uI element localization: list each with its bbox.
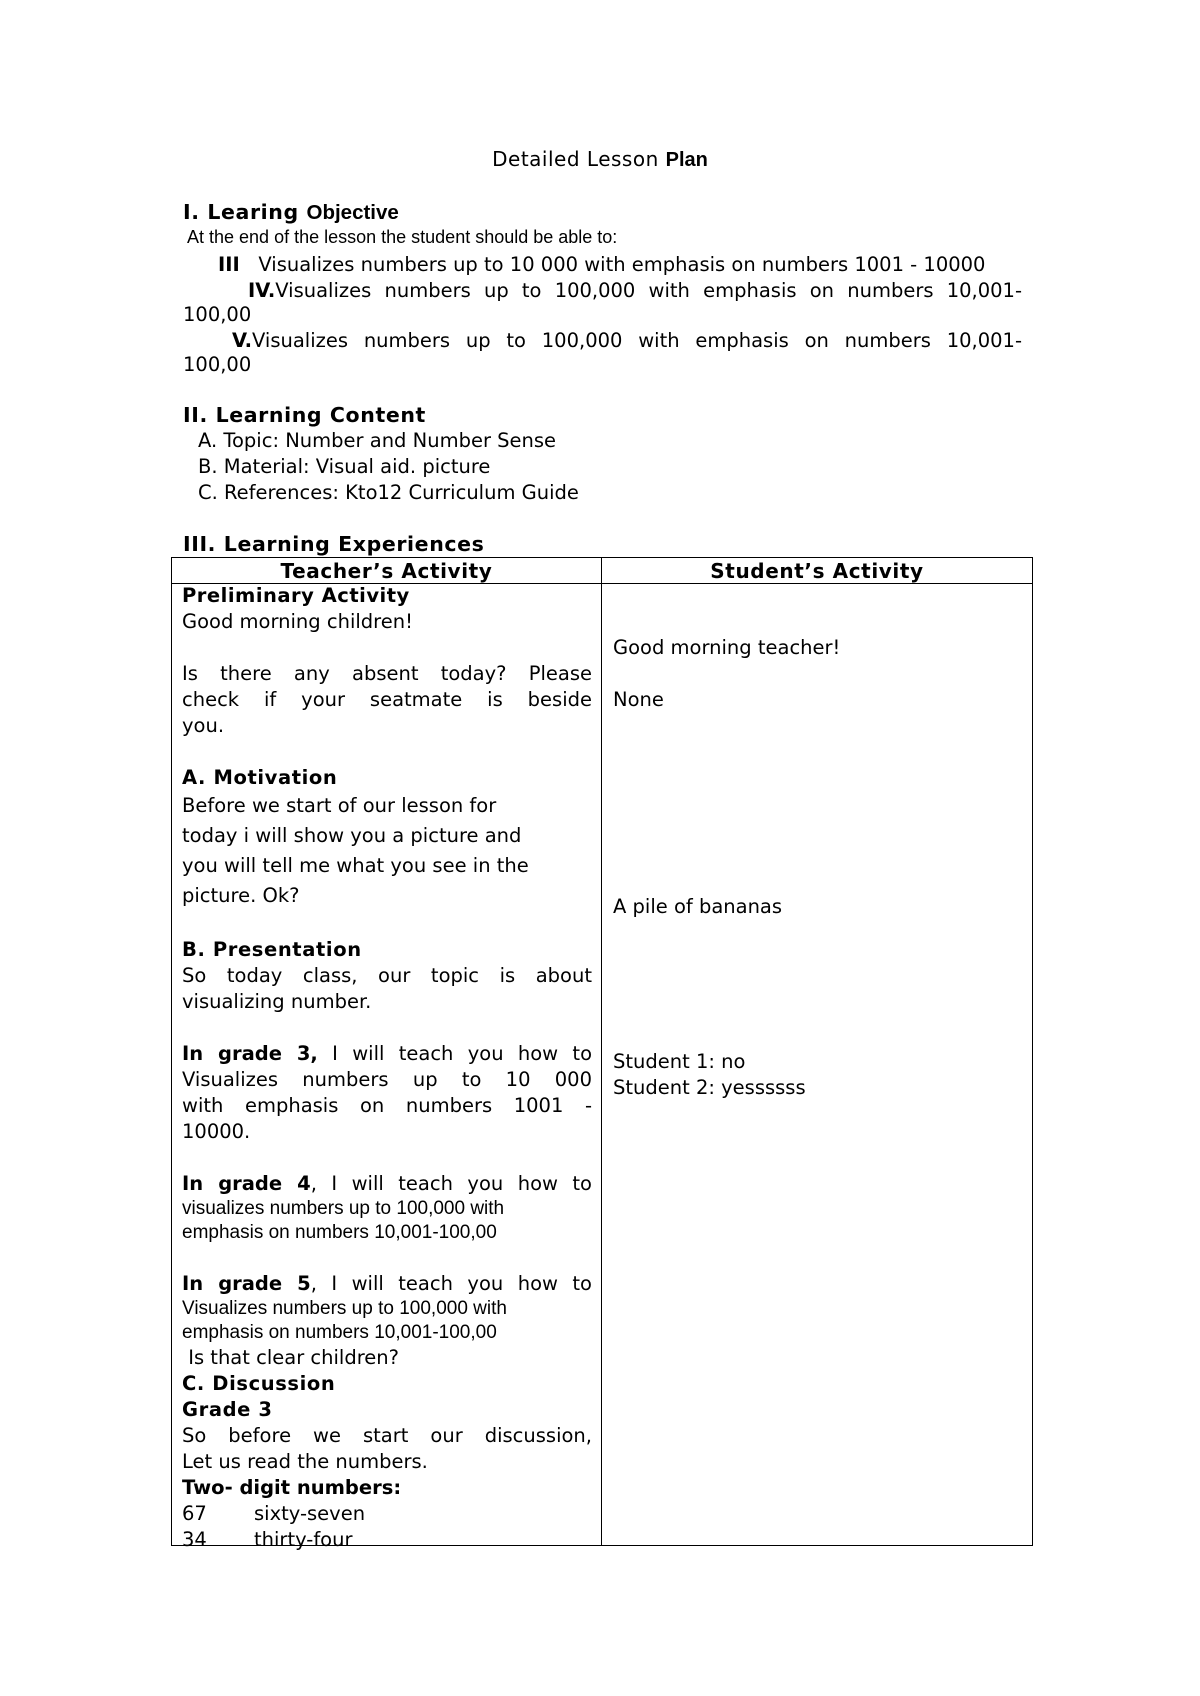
grade4-label: In grade 4	[182, 1172, 311, 1195]
content-material: B. Material: Visual aid. picture	[198, 455, 491, 478]
two-digit-heading: Two- digit numbers:	[182, 1476, 402, 1499]
discussion-line-1: So before we start our discussion,	[182, 1424, 592, 1447]
student-absent: None	[613, 688, 664, 711]
grade3-line-3: with emphasis on numbers 1001 -	[182, 1094, 592, 1117]
grade5-label: In grade 5	[182, 1272, 311, 1295]
presentation-heading: B. Presentation	[182, 938, 362, 961]
objective-intro: At the end of the lesson the student should be able to:	[187, 227, 618, 247]
student-answer-2: Student 2: yessssss	[613, 1076, 806, 1099]
prelim-heading: Preliminary Activity	[182, 584, 410, 607]
objective-heading	[183, 200, 399, 225]
clear-question: Is that clear children?	[182, 1346, 399, 1369]
title-plan: Plan	[665, 149, 708, 171]
grade4-line-2: visualizes numbers up to 100,000 with	[182, 1198, 505, 1219]
number-row	[182, 1501, 592, 1527]
absent-line-1: Is there any absent today? Please	[182, 662, 592, 685]
motivation-line-2: today i will show you a picture and	[182, 824, 522, 847]
number-word: thirty-four	[254, 1528, 353, 1551]
objective-marker: III	[218, 253, 240, 276]
content-heading: II. Learning Content	[183, 403, 426, 427]
motivation-line-3: you will tell me what you see in the	[182, 854, 529, 877]
presentation-line-1: So today class, our topic is about	[182, 964, 592, 987]
number-value: 67	[182, 1502, 207, 1525]
student-column-header: Student’s Activity	[710, 559, 924, 583]
presentation-line-2: visualizing number.	[182, 990, 372, 1013]
grade5-line-1	[182, 1271, 592, 1297]
grade5-line-3: emphasis on numbers 10,001-100,00	[182, 1322, 497, 1343]
teacher-column-header: Teacher’s Activity	[280, 559, 493, 583]
student-motivation: A pile of bananas	[613, 895, 783, 918]
objective-heading-num: I. Learing	[183, 200, 299, 224]
objective-text: Visualizes numbers up to 100,000 with emphasis on numbers 10,001-	[252, 329, 1022, 352]
teacher-greeting: Good morning children!	[182, 610, 413, 633]
objective-item-4	[248, 279, 1022, 302]
objective-text: Visualizes numbers up to 10 000 with emphasis on numbers 1001 - 10000	[258, 253, 986, 276]
absent-line-2: check if your seatmate is beside	[182, 688, 592, 711]
grade4-line-1	[182, 1171, 592, 1197]
objective-item-5	[232, 329, 1022, 352]
motivation-heading: A. Motivation	[182, 766, 338, 789]
activity-table	[171, 557, 1033, 1551]
grade3-heading: Grade 3	[182, 1398, 273, 1421]
student-greeting: Good morning teacher!	[613, 636, 841, 659]
grade3-line-1	[182, 1041, 592, 1067]
column-divider	[601, 558, 602, 1545]
objective-marker: IV.	[248, 279, 276, 302]
objective-marker: V.	[232, 329, 252, 352]
title-text: Detailed Lesson	[492, 147, 659, 171]
objective-heading-word: Objective	[306, 201, 399, 224]
motivation-line-1: Before we start of our lesson for	[182, 794, 497, 817]
experiences-heading: III. Learning Experiences	[183, 532, 485, 556]
grade3-line-4: 10000.	[182, 1120, 251, 1143]
grade4-text: , I will teach you how to	[310, 1172, 592, 1195]
absent-line-3: you.	[182, 714, 225, 737]
grade3-line-2: Visualizes numbers up to 10 000	[182, 1068, 592, 1091]
objective-text: Visualizes numbers up to 100,000 with emphasis on numbers 10,001-	[275, 279, 1022, 302]
discussion-line-2: Let us read the numbers.	[182, 1450, 428, 1473]
grade5-line-2: Visualizes numbers up to 100,000 with	[182, 1298, 507, 1319]
motivation-line-4: picture. Ok?	[182, 884, 300, 907]
objective-item-4-cont: 100,00	[183, 303, 252, 326]
discussion-heading: C. Discussion	[182, 1372, 336, 1395]
number-row	[182, 1527, 592, 1553]
teacher-activity-cell	[182, 583, 592, 1553]
number-value: 34	[182, 1528, 207, 1551]
student-answer-1: Student 1: no	[613, 1050, 746, 1073]
grade3-label: In grade 3,	[182, 1042, 318, 1065]
page-title	[0, 147, 1200, 172]
grade3-text: I will teach you how to	[317, 1042, 592, 1065]
grade5-text: , I will teach you how to	[310, 1272, 592, 1295]
content-references: C. References: Kto12 Curriculum Guide	[198, 481, 579, 504]
content-topic: A. Topic: Number and Number Sense	[198, 429, 557, 452]
objective-item-3	[218, 253, 985, 276]
objective-item-5-cont: 100,00	[183, 353, 252, 376]
grade4-line-3: emphasis on numbers 10,001-100,00	[182, 1222, 497, 1243]
number-word: sixty-seven	[254, 1502, 366, 1525]
